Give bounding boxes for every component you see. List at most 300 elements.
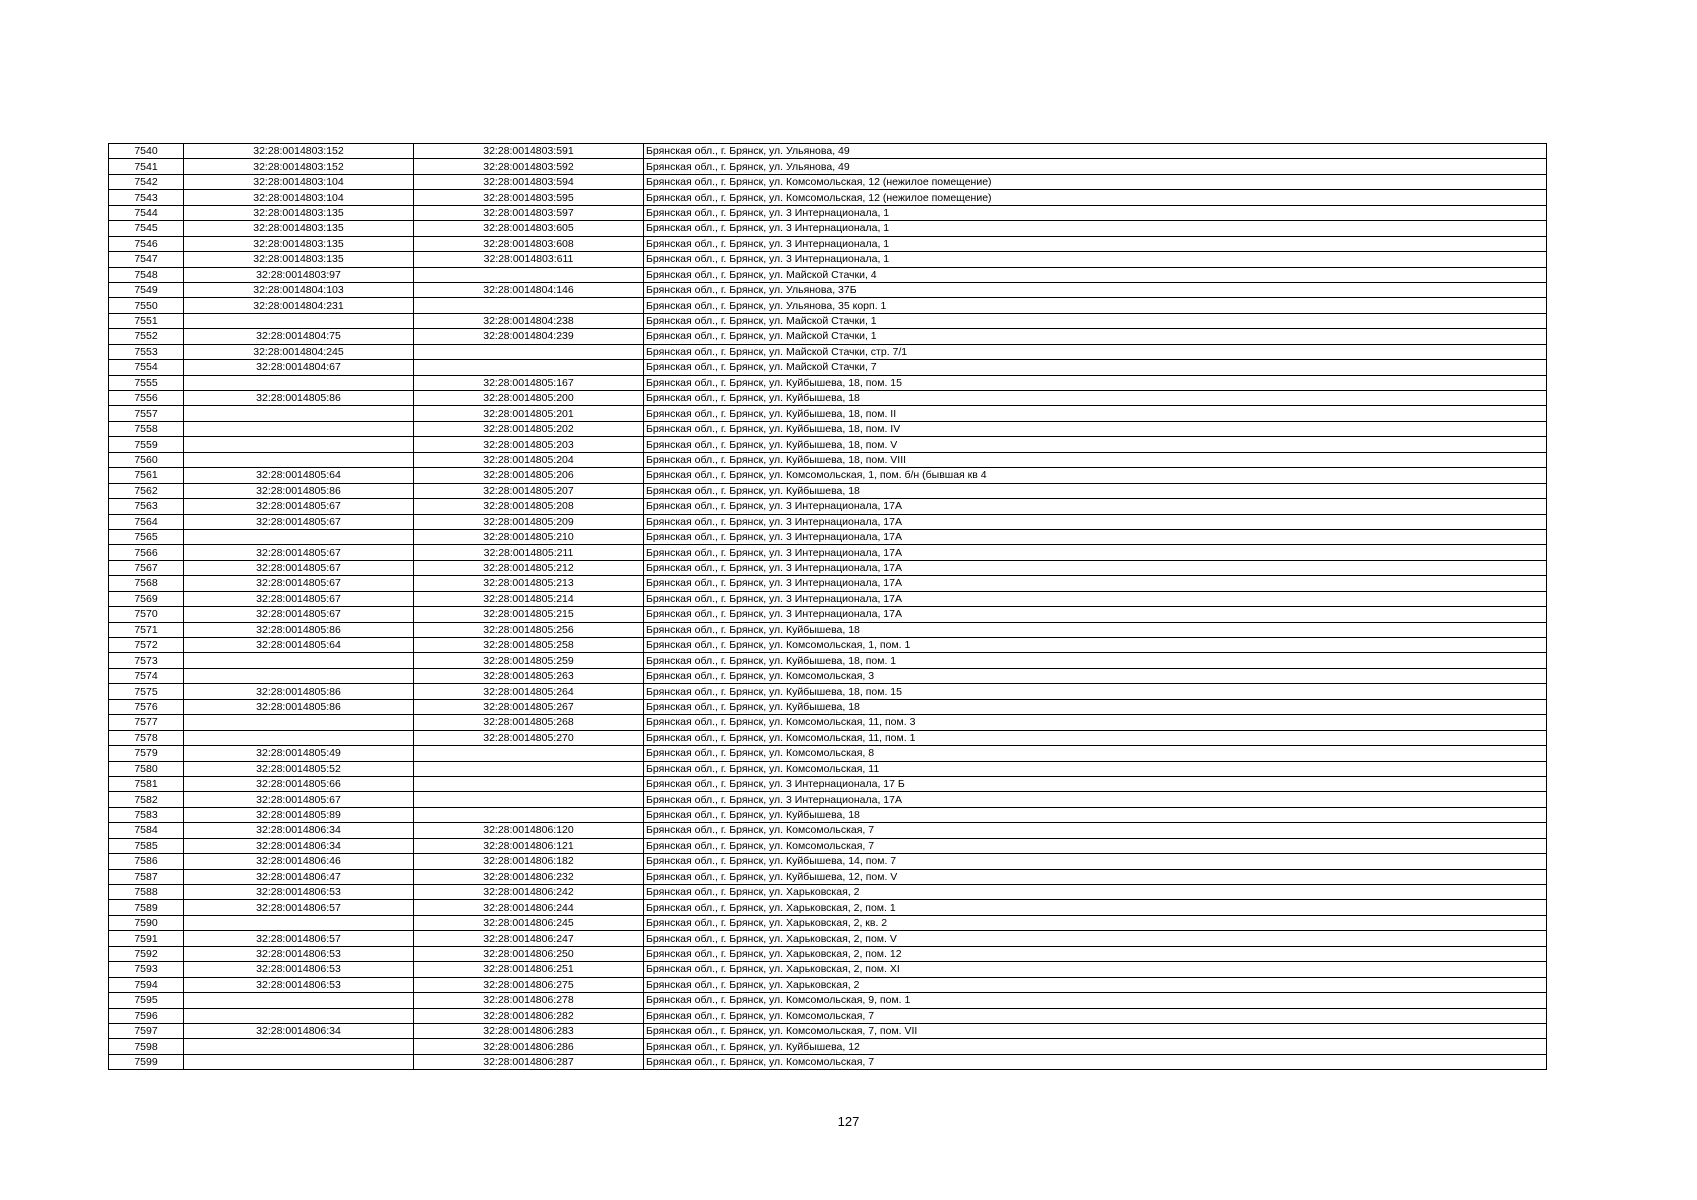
- table-row: [109, 499, 1547, 514]
- object-number-cell: 32:28:0014806:242: [414, 885, 644, 900]
- parcel-number-cell: 32:28:0014805:52: [184, 761, 414, 776]
- row-number-cell: 7547: [109, 252, 184, 267]
- table-row: [109, 159, 1547, 174]
- object-number-cell: 32:28:0014806:282: [414, 1008, 644, 1023]
- table-row: [109, 421, 1547, 436]
- table-row: [109, 946, 1547, 961]
- table-row: [109, 854, 1547, 869]
- address-cell: Брянская обл., г. Брянск, ул. Комсомольская, 1, пом. 1: [644, 638, 1547, 653]
- address-cell: Брянская обл., г. Брянск, ул. Комсомольская, 11, пом. 3: [644, 715, 1547, 730]
- table-row: [109, 468, 1547, 483]
- address-cell: Брянская обл., г. Брянск, ул. Комсомольская, 7: [644, 823, 1547, 838]
- table-row: [109, 715, 1547, 730]
- parcel-number-cell: [184, 1039, 414, 1054]
- row-number-cell: 7563: [109, 499, 184, 514]
- address-cell: Брянская обл., г. Брянск, ул. Майской Стачки, стр. 7/1: [644, 344, 1547, 359]
- object-number-cell: 32:28:0014805:259: [414, 653, 644, 668]
- table-row: [109, 668, 1547, 683]
- parcel-number-cell: [184, 529, 414, 544]
- object-number-cell: 32:28:0014803:605: [414, 221, 644, 236]
- parcel-number-cell: 32:28:0014805:67: [184, 607, 414, 622]
- parcel-number-cell: 32:28:0014805:49: [184, 746, 414, 761]
- row-number-cell: 7564: [109, 514, 184, 529]
- table-row: [109, 838, 1547, 853]
- parcel-number-cell: 32:28:0014805:86: [184, 483, 414, 498]
- address-cell: Брянская обл., г. Брянск, ул. Комсомольская, 9, пом. 1: [644, 993, 1547, 1008]
- row-number-cell: 7560: [109, 452, 184, 467]
- address-cell: Брянская обл., г. Брянск, ул. Куйбышева, 18, пом. 1: [644, 653, 1547, 668]
- parcel-number-cell: [184, 452, 414, 467]
- object-number-cell: 32:28:0014805:210: [414, 529, 644, 544]
- object-number-cell: 32:28:0014805:213: [414, 576, 644, 591]
- address-cell: Брянская обл., г. Брянск, ул. Куйбышева, 14, пом. 7: [644, 854, 1547, 869]
- address-cell: Брянская обл., г. Брянск, ул. Комсомольская, 12 (нежилое помещение): [644, 174, 1547, 189]
- parcel-number-cell: 32:28:0014805:86: [184, 391, 414, 406]
- address-cell: Брянская обл., г. Брянск, ул. Майской Стачки, 7: [644, 360, 1547, 375]
- parcel-number-cell: 32:28:0014805:86: [184, 684, 414, 699]
- object-number-cell: 32:28:0014805:256: [414, 622, 644, 637]
- parcel-number-cell: 32:28:0014805:86: [184, 699, 414, 714]
- table-row: [109, 1008, 1547, 1023]
- object-number-cell: [414, 344, 644, 359]
- parcel-number-cell: 32:28:0014804:67: [184, 360, 414, 375]
- address-cell: Брянская обл., г. Брянск, ул. Комсомольская, 7, пом. VII: [644, 1023, 1547, 1038]
- table-row: [109, 591, 1547, 606]
- object-number-cell: 32:28:0014805:203: [414, 437, 644, 452]
- address-cell: Брянская обл., г. Брянск, ул. Майской Стачки, 4: [644, 267, 1547, 282]
- table-row: [109, 221, 1547, 236]
- parcel-number-cell: 32:28:0014803:135: [184, 252, 414, 267]
- address-cell: Брянская обл., г. Брянск, ул. Куйбышева, 18: [644, 391, 1547, 406]
- table-row: [109, 1039, 1547, 1054]
- parcel-number-cell: [184, 653, 414, 668]
- address-cell: Брянская обл., г. Брянск, ул. Харьковская, 2: [644, 885, 1547, 900]
- table-row: [109, 267, 1547, 282]
- object-number-cell: 32:28:0014805:207: [414, 483, 644, 498]
- object-number-cell: 32:28:0014805:201: [414, 406, 644, 421]
- row-number-cell: 7543: [109, 190, 184, 205]
- object-number-cell: 32:28:0014805:209: [414, 514, 644, 529]
- address-cell: Брянская обл., г. Брянск, ул. Комсомольская, 7: [644, 1054, 1547, 1069]
- object-number-cell: 32:28:0014805:214: [414, 591, 644, 606]
- parcel-number-cell: 32:28:0014803:104: [184, 174, 414, 189]
- object-number-cell: [414, 792, 644, 807]
- table-row: [109, 452, 1547, 467]
- object-number-cell: 32:28:0014805:215: [414, 607, 644, 622]
- parcel-number-cell: [184, 993, 414, 1008]
- row-number-cell: 7590: [109, 915, 184, 930]
- address-cell: Брянская обл., г. Брянск, ул. 3 Интернационала, 1: [644, 205, 1547, 220]
- parcel-number-cell: 32:28:0014805:67: [184, 560, 414, 575]
- parcel-number-cell: [184, 715, 414, 730]
- table-row: [109, 761, 1547, 776]
- row-number-cell: 7550: [109, 298, 184, 313]
- object-number-cell: [414, 761, 644, 776]
- address-cell: Брянская обл., г. Брянск, ул. Куйбышева, 18, пом. II: [644, 406, 1547, 421]
- object-number-cell: 32:28:0014805:202: [414, 421, 644, 436]
- object-number-cell: 32:28:0014806:250: [414, 946, 644, 961]
- address-cell: Брянская обл., г. Брянск, ул. Куйбышева, 18: [644, 699, 1547, 714]
- parcel-number-cell: 32:28:0014806:53: [184, 977, 414, 992]
- object-number-cell: 32:28:0014803:595: [414, 190, 644, 205]
- address-cell: Брянская обл., г. Брянск, ул. 3 Интернационала, 17А: [644, 560, 1547, 575]
- table-row: [109, 514, 1547, 529]
- row-number-cell: 7568: [109, 576, 184, 591]
- parcel-number-cell: 32:28:0014806:57: [184, 900, 414, 915]
- table-row: [109, 1054, 1547, 1069]
- table-row: [109, 653, 1547, 668]
- parcel-number-cell: [184, 668, 414, 683]
- table-row: [109, 776, 1547, 791]
- table-row: [109, 699, 1547, 714]
- address-cell: Брянская обл., г. Брянск, ул. 3 Интернационала, 17А: [644, 591, 1547, 606]
- address-cell: Брянская обл., г. Брянск, ул. Харьковская, 2: [644, 977, 1547, 992]
- parcel-number-cell: 32:28:0014803:135: [184, 205, 414, 220]
- address-cell: Брянская обл., г. Брянск, ул. 3 Интернационала, 17А: [644, 529, 1547, 544]
- parcel-number-cell: 32:28:0014803:97: [184, 267, 414, 282]
- address-cell: Брянская обл., г. Брянск, ул. 3 Интернационала, 17А: [644, 576, 1547, 591]
- parcel-number-cell: [184, 1054, 414, 1069]
- row-number-cell: 7545: [109, 221, 184, 236]
- table-row: [109, 360, 1547, 375]
- row-number-cell: 7582: [109, 792, 184, 807]
- table-row: [109, 622, 1547, 637]
- address-cell: Брянская обл., г. Брянск, ул. Комсомольская, 11, пом. 1: [644, 730, 1547, 745]
- address-cell: Брянская обл., г. Брянск, ул. Харьковская, 2, пом. XI: [644, 962, 1547, 977]
- row-number-cell: 7588: [109, 885, 184, 900]
- object-number-cell: 32:28:0014806:232: [414, 869, 644, 884]
- object-number-cell: 32:28:0014806:120: [414, 823, 644, 838]
- row-number-cell: 7549: [109, 282, 184, 297]
- table-row: [109, 869, 1547, 884]
- row-number-cell: 7586: [109, 854, 184, 869]
- row-number-cell: 7548: [109, 267, 184, 282]
- object-number-cell: 32:28:0014805:167: [414, 375, 644, 390]
- parcel-number-cell: [184, 915, 414, 930]
- address-cell: Брянская обл., г. Брянск, ул. Куйбышева, 18: [644, 622, 1547, 637]
- table-row: [109, 406, 1547, 421]
- table-row: [109, 823, 1547, 838]
- parcel-number-cell: 32:28:0014806:47: [184, 869, 414, 884]
- address-cell: Брянская обл., г. Брянск, ул. 3 Интернационала, 1: [644, 221, 1547, 236]
- table-row: [109, 282, 1547, 297]
- row-number-cell: 7541: [109, 159, 184, 174]
- object-number-cell: [414, 807, 644, 822]
- parcel-number-cell: 32:28:0014804:245: [184, 344, 414, 359]
- table-row: [109, 962, 1547, 977]
- parcel-number-cell: 32:28:0014805:67: [184, 499, 414, 514]
- parcel-number-cell: 32:28:0014806:46: [184, 854, 414, 869]
- object-number-cell: 32:28:0014805:270: [414, 730, 644, 745]
- table-row: [109, 915, 1547, 930]
- address-cell: Брянская обл., г. Брянск, ул. Комсомольская, 1, пом. б/н (бывшая кв 4: [644, 468, 1547, 483]
- row-number-cell: 7551: [109, 313, 184, 328]
- parcel-number-cell: [184, 421, 414, 436]
- address-cell: Брянская обл., г. Брянск, ул. 3 Интернационала, 17 Б: [644, 776, 1547, 791]
- row-number-cell: 7584: [109, 823, 184, 838]
- row-number-cell: 7597: [109, 1023, 184, 1038]
- address-cell: Брянская обл., г. Брянск, ул. Ульянова, 49: [644, 144, 1547, 159]
- parcel-number-cell: [184, 1008, 414, 1023]
- address-cell: Брянская обл., г. Брянск, ул. Майской Стачки, 1: [644, 313, 1547, 328]
- object-number-cell: 32:28:0014804:146: [414, 282, 644, 297]
- table-row: [109, 529, 1547, 544]
- table-row: [109, 437, 1547, 452]
- object-number-cell: [414, 298, 644, 313]
- table-row: [109, 190, 1547, 205]
- address-cell: Брянская обл., г. Брянск, ул. 3 Интернационала, 17А: [644, 545, 1547, 560]
- object-number-cell: 32:28:0014806:247: [414, 931, 644, 946]
- parcel-number-cell: 32:28:0014806:34: [184, 1023, 414, 1038]
- table-row: [109, 205, 1547, 220]
- row-number-cell: 7569: [109, 591, 184, 606]
- address-cell: Брянская обл., г. Брянск, ул. Куйбышева, 18, пом. 15: [644, 375, 1547, 390]
- parcel-number-cell: 32:28:0014804:75: [184, 329, 414, 344]
- table-row: [109, 252, 1547, 267]
- parcel-number-cell: [184, 437, 414, 452]
- address-cell: Брянская обл., г. Брянск, ул. Куйбышева, 18, пом. 15: [644, 684, 1547, 699]
- parcel-number-cell: 32:28:0014806:53: [184, 946, 414, 961]
- object-number-cell: 32:28:0014806:121: [414, 838, 644, 853]
- table-row: [109, 730, 1547, 745]
- row-number-cell: 7581: [109, 776, 184, 791]
- object-number-cell: 32:28:0014805:267: [414, 699, 644, 714]
- table-row: [109, 375, 1547, 390]
- object-number-cell: 32:28:0014805:268: [414, 715, 644, 730]
- parcel-number-cell: [184, 375, 414, 390]
- row-number-cell: 7598: [109, 1039, 184, 1054]
- row-number-cell: 7542: [109, 174, 184, 189]
- parcel-number-cell: 32:28:0014806:57: [184, 931, 414, 946]
- object-number-cell: 32:28:0014806:182: [414, 854, 644, 869]
- parcel-number-cell: 32:28:0014803:104: [184, 190, 414, 205]
- row-number-cell: 7578: [109, 730, 184, 745]
- row-number-cell: 7561: [109, 468, 184, 483]
- object-number-cell: 32:28:0014805:204: [414, 452, 644, 467]
- row-number-cell: 7576: [109, 699, 184, 714]
- object-number-cell: 32:28:0014806:278: [414, 993, 644, 1008]
- table-row: [109, 576, 1547, 591]
- object-number-cell: 32:28:0014806:286: [414, 1039, 644, 1054]
- table-row: [109, 1023, 1547, 1038]
- table-row: [109, 607, 1547, 622]
- address-cell: Брянская обл., г. Брянск, ул. Куйбышева, 18, пом. VIII: [644, 452, 1547, 467]
- parcel-number-cell: 32:28:0014803:152: [184, 159, 414, 174]
- address-cell: Брянская обл., г. Брянск, ул. Куйбышева, 18: [644, 483, 1547, 498]
- table-row: [109, 174, 1547, 189]
- object-number-cell: 32:28:0014805:208: [414, 499, 644, 514]
- row-number-cell: 7567: [109, 560, 184, 575]
- parcel-number-cell: 32:28:0014805:86: [184, 622, 414, 637]
- address-cell: Брянская обл., г. Брянск, ул. Куйбышева, 18, пом. IV: [644, 421, 1547, 436]
- address-cell: Брянская обл., г. Брянск, ул. Харьковская, 2, пом. 12: [644, 946, 1547, 961]
- row-number-cell: 7544: [109, 205, 184, 220]
- table-body: [109, 144, 1547, 1070]
- table-row: [109, 746, 1547, 761]
- object-number-cell: 32:28:0014803:592: [414, 159, 644, 174]
- row-number-cell: 7572: [109, 638, 184, 653]
- row-number-cell: 7596: [109, 1008, 184, 1023]
- table-row: [109, 329, 1547, 344]
- row-number-cell: 7575: [109, 684, 184, 699]
- address-cell: Брянская обл., г. Брянск, ул. Харьковская, 2, пом. V: [644, 931, 1547, 946]
- object-number-cell: [414, 267, 644, 282]
- table-row: [109, 144, 1547, 159]
- address-cell: Брянская обл., г. Брянск, ул. Куйбышева, 12, пом. V: [644, 869, 1547, 884]
- address-cell: Брянская обл., г. Брянск, ул. Майской Стачки, 1: [644, 329, 1547, 344]
- object-number-cell: 32:28:0014805:206: [414, 468, 644, 483]
- object-number-cell: [414, 360, 644, 375]
- table-row: [109, 638, 1547, 653]
- address-cell: Брянская обл., г. Брянск, ул. Ульянова, 35 корп. 1: [644, 298, 1547, 313]
- object-number-cell: 32:28:0014803:611: [414, 252, 644, 267]
- object-number-cell: 32:28:0014805:264: [414, 684, 644, 699]
- row-number-cell: 7552: [109, 329, 184, 344]
- table-row: [109, 545, 1547, 560]
- row-number-cell: 7553: [109, 344, 184, 359]
- object-number-cell: 32:28:0014806:283: [414, 1023, 644, 1038]
- object-number-cell: 32:28:0014803:597: [414, 205, 644, 220]
- address-cell: Брянская обл., г. Брянск, ул. Куйбышева, 12: [644, 1039, 1547, 1054]
- object-number-cell: 32:28:0014803:591: [414, 144, 644, 159]
- row-number-cell: 7577: [109, 715, 184, 730]
- row-number-cell: 7566: [109, 545, 184, 560]
- object-number-cell: 32:28:0014806:275: [414, 977, 644, 992]
- object-number-cell: 32:28:0014805:212: [414, 560, 644, 575]
- object-number-cell: 32:28:0014806:245: [414, 915, 644, 930]
- address-cell: Брянская обл., г. Брянск, ул. Комсомольская, 8: [644, 746, 1547, 761]
- row-number-cell: 7559: [109, 437, 184, 452]
- row-number-cell: 7556: [109, 391, 184, 406]
- table-row: [109, 807, 1547, 822]
- row-number-cell: 7580: [109, 761, 184, 776]
- row-number-cell: 7593: [109, 962, 184, 977]
- row-number-cell: 7573: [109, 653, 184, 668]
- parcel-number-cell: 32:28:0014804:231: [184, 298, 414, 313]
- table-row: [109, 236, 1547, 251]
- table-row: [109, 298, 1547, 313]
- address-cell: Брянская обл., г. Брянск, ул. 3 Интернационала, 1: [644, 252, 1547, 267]
- object-number-cell: [414, 746, 644, 761]
- parcel-number-cell: 32:28:0014806:53: [184, 962, 414, 977]
- table-row: [109, 483, 1547, 498]
- address-cell: Брянская обл., г. Брянск, ул. 3 Интернационала, 17А: [644, 792, 1547, 807]
- table-row: [109, 313, 1547, 328]
- table-row: [109, 391, 1547, 406]
- parcel-number-cell: [184, 406, 414, 421]
- parcel-number-cell: 32:28:0014806:34: [184, 823, 414, 838]
- object-number-cell: 32:28:0014805:200: [414, 391, 644, 406]
- address-cell: Брянская обл., г. Брянск, ул. 3 Интернационала, 17А: [644, 499, 1547, 514]
- parcel-number-cell: 32:28:0014805:67: [184, 591, 414, 606]
- object-number-cell: 32:28:0014804:238: [414, 313, 644, 328]
- parcel-number-cell: [184, 730, 414, 745]
- object-number-cell: 32:28:0014806:251: [414, 962, 644, 977]
- parcel-number-cell: 32:28:0014805:64: [184, 468, 414, 483]
- row-number-cell: 7558: [109, 421, 184, 436]
- parcel-number-cell: 32:28:0014806:34: [184, 838, 414, 853]
- parcel-number-cell: 32:28:0014805:67: [184, 576, 414, 591]
- parcel-number-cell: 32:28:0014803:135: [184, 221, 414, 236]
- table-row: [109, 344, 1547, 359]
- row-number-cell: 7594: [109, 977, 184, 992]
- parcel-number-cell: 32:28:0014806:53: [184, 885, 414, 900]
- parcel-number-cell: 32:28:0014804:103: [184, 282, 414, 297]
- address-cell: Брянская обл., г. Брянск, ул. Харьковская, 2, пом. 1: [644, 900, 1547, 915]
- row-number-cell: 7557: [109, 406, 184, 421]
- address-cell: Брянская обл., г. Брянск, ул. Комсомольская, 7: [644, 1008, 1547, 1023]
- object-number-cell: [414, 776, 644, 791]
- row-number-cell: 7587: [109, 869, 184, 884]
- address-cell: Брянская обл., г. Брянск, ул. Харьковская, 2, кв. 2: [644, 915, 1547, 930]
- table-row: [109, 931, 1547, 946]
- row-number-cell: 7554: [109, 360, 184, 375]
- table-row: [109, 977, 1547, 992]
- row-number-cell: 7583: [109, 807, 184, 822]
- object-number-cell: 32:28:0014805:211: [414, 545, 644, 560]
- address-cell: Брянская обл., г. Брянск, ул. Комсомольская, 11: [644, 761, 1547, 776]
- parcel-number-cell: 32:28:0014805:66: [184, 776, 414, 791]
- address-cell: Брянская обл., г. Брянск, ул. Ульянова, 37Б: [644, 282, 1547, 297]
- parcel-number-cell: 32:28:0014803:135: [184, 236, 414, 251]
- table-row: [109, 684, 1547, 699]
- parcel-number-cell: 32:28:0014805:67: [184, 514, 414, 529]
- cadastral-table: [108, 143, 1547, 1070]
- row-number-cell: 7562: [109, 483, 184, 498]
- table-row: [109, 560, 1547, 575]
- table-row: [109, 792, 1547, 807]
- address-cell: Брянская обл., г. Брянск, ул. Ульянова, 49: [644, 159, 1547, 174]
- table-row: [109, 993, 1547, 1008]
- row-number-cell: 7555: [109, 375, 184, 390]
- row-number-cell: 7571: [109, 622, 184, 637]
- object-number-cell: 32:28:0014803:608: [414, 236, 644, 251]
- address-cell: Брянская обл., г. Брянск, ул. Куйбышева, 18, пом. V: [644, 437, 1547, 452]
- address-cell: Брянская обл., г. Брянск, ул. 3 Интернационала, 1: [644, 236, 1547, 251]
- row-number-cell: 7585: [109, 838, 184, 853]
- row-number-cell: 7565: [109, 529, 184, 544]
- address-cell: Брянская обл., г. Брянск, ул. Комсомольская, 12 (нежилое помещение): [644, 190, 1547, 205]
- table-row: [109, 885, 1547, 900]
- parcel-number-cell: 32:28:0014805:67: [184, 545, 414, 560]
- address-cell: Брянская обл., г. Брянск, ул. Комсомольская, 3: [644, 668, 1547, 683]
- row-number-cell: 7595: [109, 993, 184, 1008]
- address-cell: Брянская обл., г. Брянск, ул. Куйбышева, 18: [644, 807, 1547, 822]
- page-number: 127: [837, 1114, 860, 1129]
- row-number-cell: 7540: [109, 144, 184, 159]
- object-number-cell: 32:28:0014805:263: [414, 668, 644, 683]
- object-number-cell: 32:28:0014806:244: [414, 900, 644, 915]
- parcel-number-cell: [184, 313, 414, 328]
- parcel-number-cell: 32:28:0014805:67: [184, 792, 414, 807]
- row-number-cell: 7589: [109, 900, 184, 915]
- parcel-number-cell: 32:28:0014805:64: [184, 638, 414, 653]
- address-cell: Брянская обл., г. Брянск, ул. 3 Интернационала, 17А: [644, 607, 1547, 622]
- row-number-cell: 7546: [109, 236, 184, 251]
- address-cell: Брянская обл., г. Брянск, ул. Комсомольская, 7: [644, 838, 1547, 853]
- object-number-cell: 32:28:0014806:287: [414, 1054, 644, 1069]
- row-number-cell: 7592: [109, 946, 184, 961]
- address-cell: Брянская обл., г. Брянск, ул. 3 Интернационала, 17А: [644, 514, 1547, 529]
- object-number-cell: 32:28:0014804:239: [414, 329, 644, 344]
- row-number-cell: 7574: [109, 668, 184, 683]
- row-number-cell: 7599: [109, 1054, 184, 1069]
- parcel-number-cell: 32:28:0014803:152: [184, 144, 414, 159]
- row-number-cell: 7591: [109, 931, 184, 946]
- table-row: [109, 900, 1547, 915]
- object-number-cell: 32:28:0014805:258: [414, 638, 644, 653]
- row-number-cell: 7579: [109, 746, 184, 761]
